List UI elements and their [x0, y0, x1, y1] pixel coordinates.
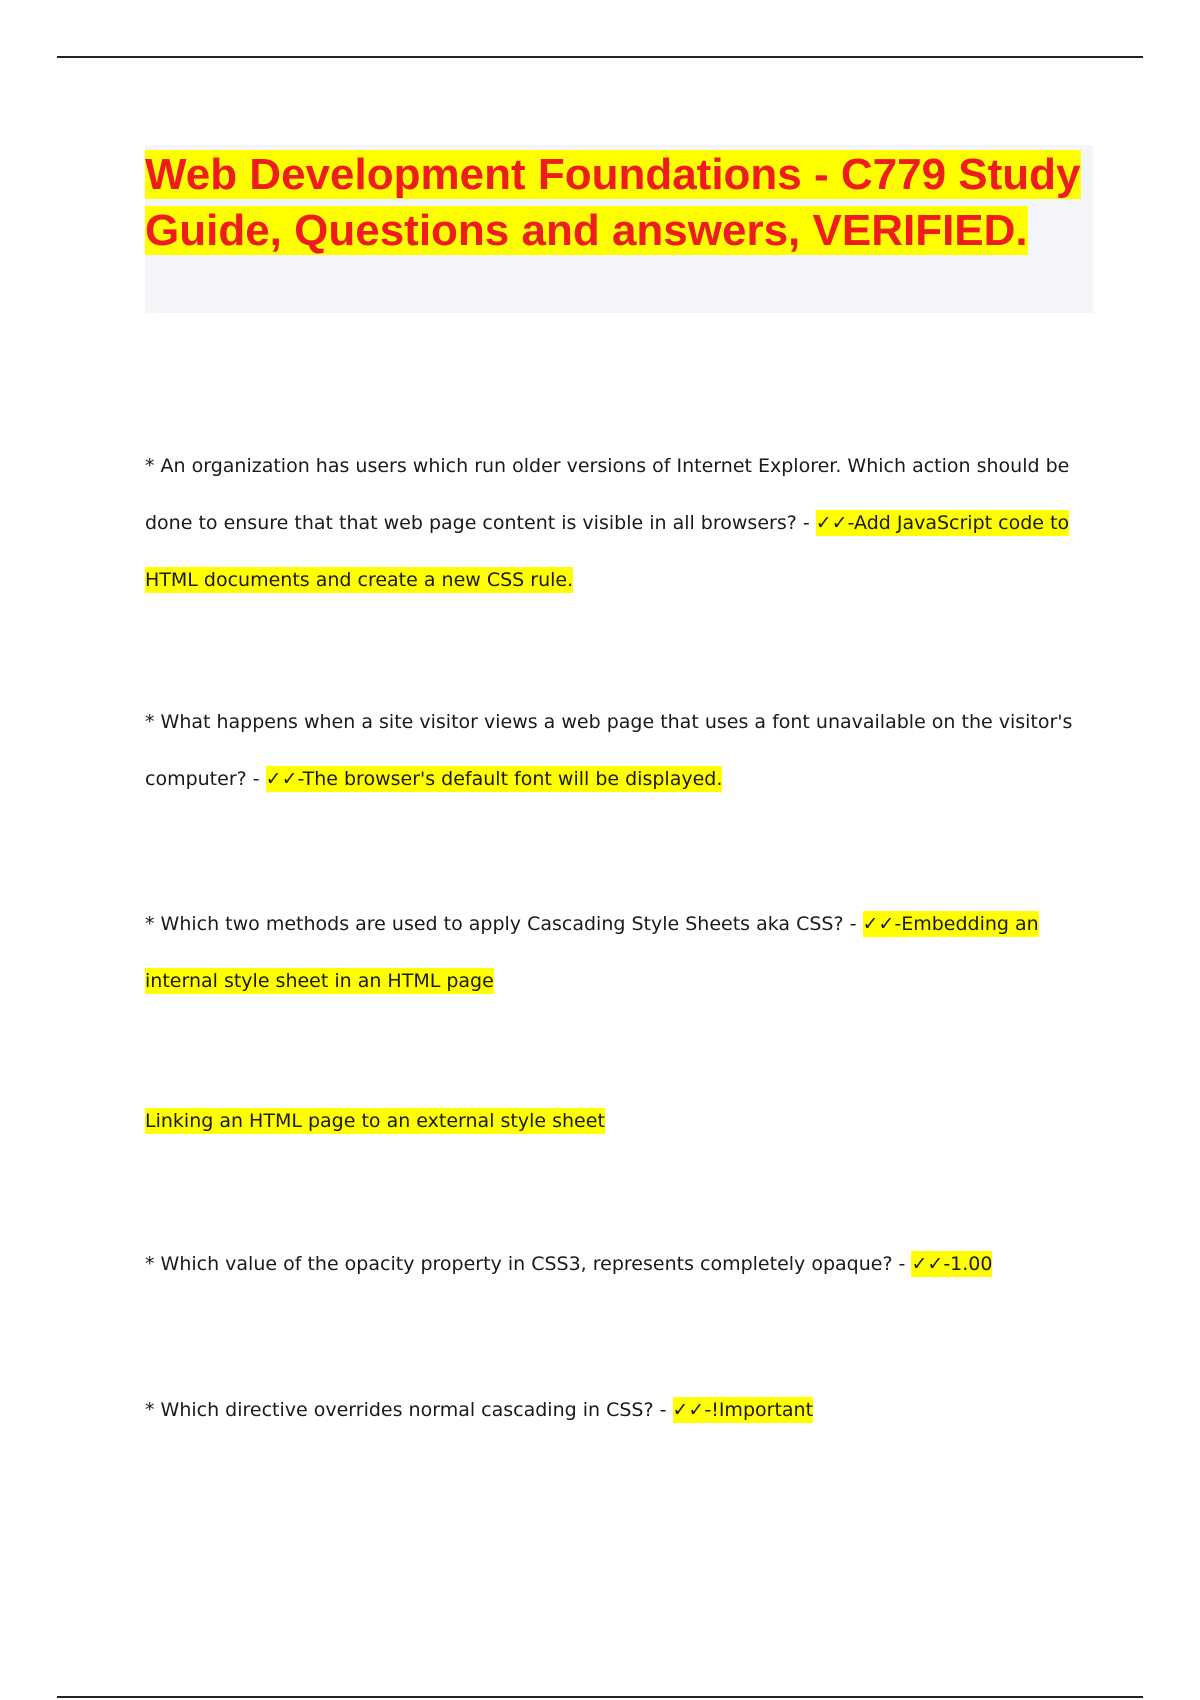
answer-text: -The browser's default font will be displayed.: [297, 768, 723, 790]
header-rule: [57, 56, 1143, 58]
check-mark-icon: ✓✓: [672, 1399, 705, 1421]
question-text: * Which two methods are used to apply Cascading Style Sheets aka CSS? -: [145, 913, 863, 935]
check-mark-icon: ✓✓: [815, 512, 848, 534]
question-text: * Which directive overrides normal cascading in CSS? -: [145, 1399, 673, 1421]
answer-continued-text: Linking an HTML page to an external style sheet: [145, 1110, 605, 1132]
question-text: * What happens when a site visitor views a web page that uses a font unavailable on the visitor's computer? -: [145, 711, 1073, 790]
question-text: * An organization has users which run older versions of Internet Explorer. Which action should be done to ensure that that web page content is visible in all browsers? -: [145, 455, 1070, 534]
qa-item-5: [145, 1382, 1085, 1439]
qa-item-1: [145, 438, 1085, 609]
answer-highlight: [911, 1251, 992, 1277]
check-mark-icon: ✓✓: [862, 913, 895, 935]
qa-item-3-continued: [145, 1093, 1085, 1150]
answer-highlight: [673, 1397, 814, 1423]
answer-text: -Add JavaScript code to HTML documents and create a new CSS rule.: [145, 512, 1070, 591]
document-title-text: Web Development Foundations - C779 Study Guide, Questions and answers, VERIFIED.: [145, 150, 1081, 255]
document-title: [145, 147, 1093, 259]
qa-item-3: [145, 896, 1085, 1010]
qa-item-4: [145, 1236, 1085, 1293]
question-text: * Which value of the opacity property in CSS3, represents completely opaque? -: [145, 1253, 912, 1275]
check-mark-icon: ✓✓: [911, 1253, 944, 1275]
check-mark-icon: ✓✓: [265, 768, 298, 790]
answer-text: -1.00: [943, 1253, 993, 1275]
answer-text: -!Important: [704, 1399, 814, 1421]
answer-highlight: [266, 766, 723, 792]
answer-text: -Embedding an internal style sheet in an HTML page: [145, 913, 1039, 992]
qa-item-2: [145, 694, 1085, 808]
footer-rule: [57, 1696, 1143, 1698]
